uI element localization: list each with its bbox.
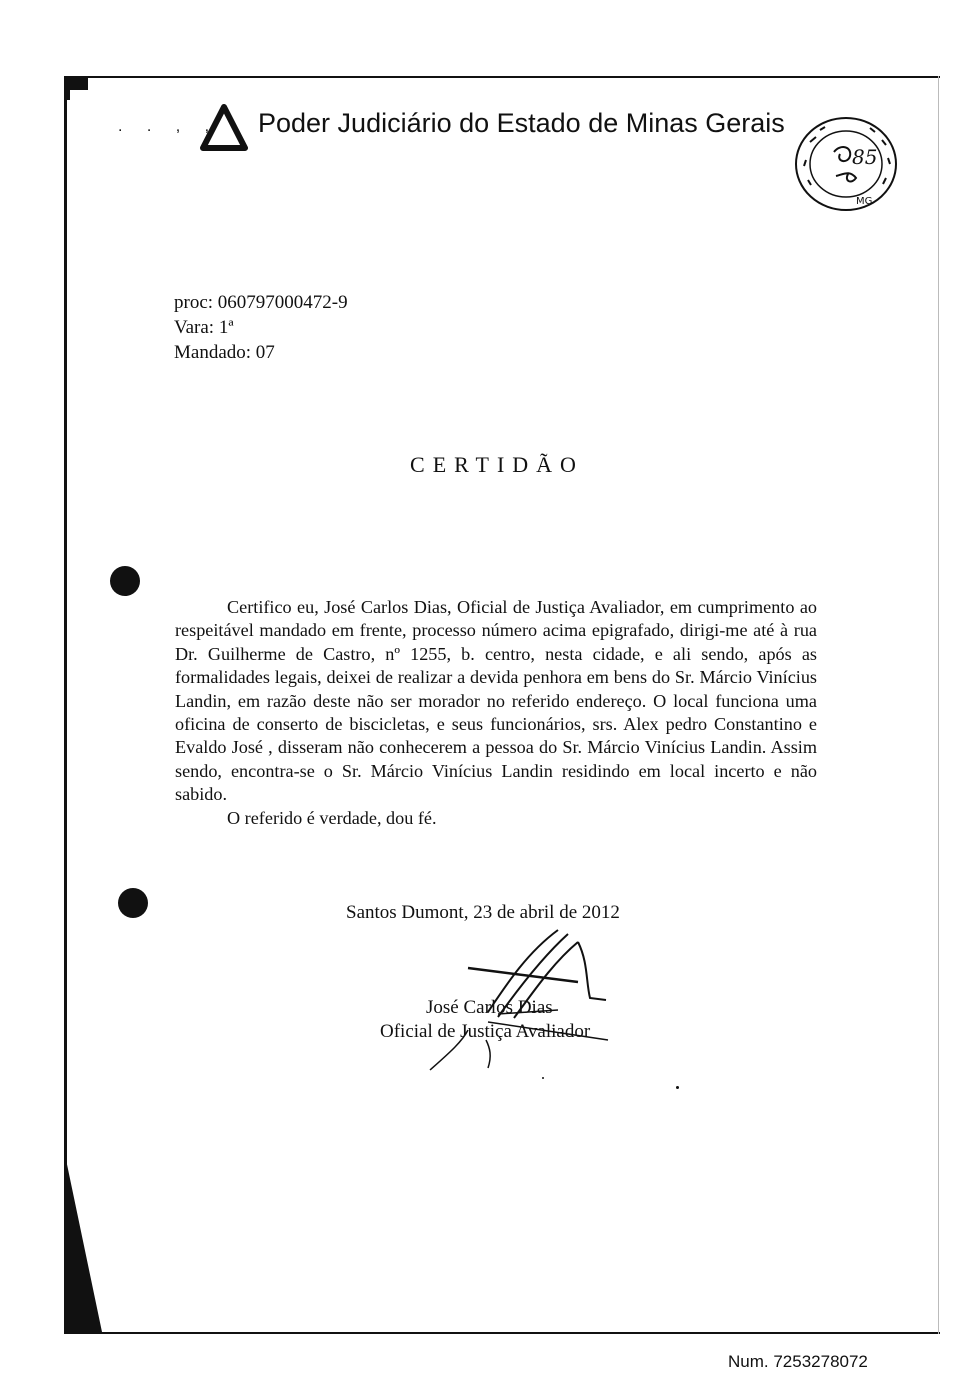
vara: Vara: 1ª xyxy=(174,317,234,338)
header-dots: . . , , xyxy=(118,118,220,135)
punch-hole xyxy=(118,888,148,918)
page-border-top xyxy=(66,76,940,78)
certificate-body xyxy=(175,596,817,830)
scan-corner-mark xyxy=(64,76,88,100)
stamp-state: MG xyxy=(856,196,873,207)
scan-speck xyxy=(542,1077,544,1079)
court-header-title: Poder Judiciário do Estado de Minas Gerais xyxy=(258,108,785,138)
body-closing: O referido é verdade, dou fé. xyxy=(227,807,437,828)
page-border-bottom xyxy=(64,1332,940,1334)
scan-edge-shadow xyxy=(64,1150,102,1332)
signer-role: Oficial de Justiça Avaliador xyxy=(380,1021,591,1042)
court-stamp xyxy=(790,112,902,221)
page-border-left xyxy=(64,76,67,1334)
page-border-right xyxy=(938,76,939,1334)
body-paragraph: Certifico eu, José Carlos Dias, Oficial de Justiça Avaliador, em cumprimento ao respeitável mandado em frente, processo número acima epigrafado, dirigi-me até à rua Dr. Guilherme de Castro, nº 1255, b. centro, nesta cidade, e ali sendo, após as formalidades legais, deixei de realizar a devida penhora em bens do Sr. Márcio Vinícius Landin, em razão deste não ser morador no referido endereço. O local funciona uma oficina de conserto de biscicletas, e seus funcionários, srs. Alex pedro Constantino e Evaldo José , disseram não conhecerem a pessoa do Sr. Márcio Vinícius Landin. Assim sendo, encontra-se o Sr. Márcio Vinícius Landin residindo em local incerto e não sabido. xyxy=(175,597,817,805)
proc-number: proc: 060797000472-9 xyxy=(174,292,348,313)
mandado: Mandado: 07 xyxy=(174,342,275,363)
document-title: CERTIDÃO xyxy=(410,452,584,477)
triangle-logo-icon xyxy=(200,104,248,157)
place-date: Santos Dumont, 23 de abril de 2012 xyxy=(346,902,620,923)
signer-block xyxy=(380,996,590,1044)
scan-speck xyxy=(676,1086,679,1089)
punch-hole xyxy=(110,566,140,596)
signer-name: José Carlos Dias xyxy=(426,997,553,1018)
case-metadata xyxy=(174,290,348,365)
stamp-number: 85 xyxy=(852,145,878,169)
document-number: Num. 7253278072 xyxy=(728,1352,868,1371)
